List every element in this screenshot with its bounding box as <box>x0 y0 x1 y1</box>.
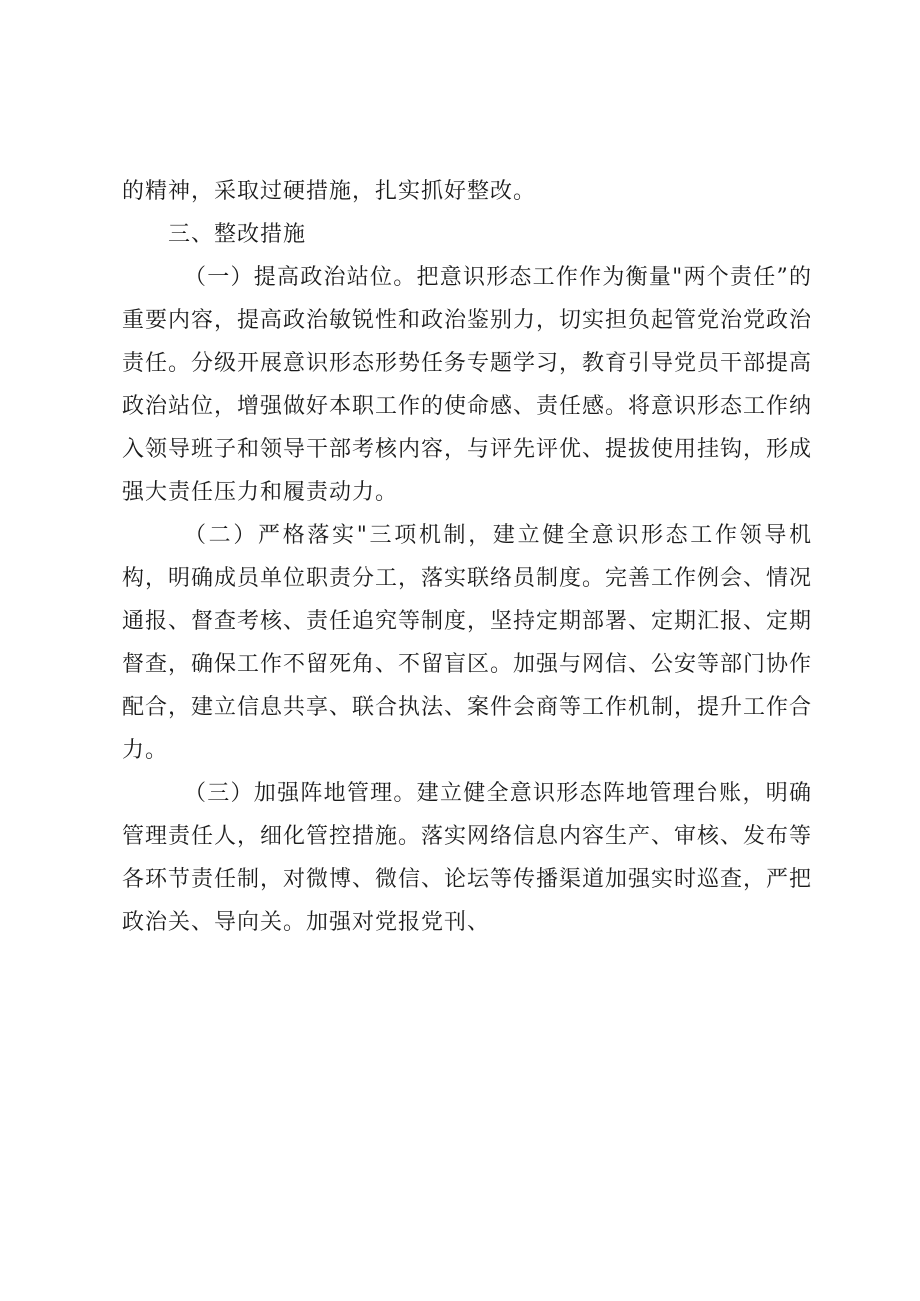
document-body <box>122 170 812 944</box>
continuation-line: 的精神，采取过硬措施，扎实抓好整改。 <box>122 179 537 204</box>
paragraph-1: （一）提高政治站位。把意识形态工作作为衡量"两个责任”的重要内容，提高政治敏锐性和政治鉴别力，切实担负起管党治党政治责任。分级开展意识形态形势任务专题学习，教育引导党员干部提高政治站位，增强做好本职工作的使命感、责任感。将意识形态工作纳入领导班子和领导干部考核内容，与评先评优、提拔使用挂钩，形成强大责任压力和履责动力。 <box>122 265 813 505</box>
section-heading: 三、整改措施 <box>168 222 307 247</box>
paragraph-3: （三）加强阵地管理。建立健全意识形态阵地管理台账，明确管理责任人，细化管控措施。落实网络信息内容生产、审核、发布等各环节责任制，对微博、微信、论坛等传播渠道加强实时巡查，严把政治关、导向关。加强对党报党刊、 <box>122 781 813 935</box>
paragraph-2: （二）严格落实"三项机制，建立健全意识形态工作领导机构，明确成员单位职责分工，落实联络员制度。完善工作例会、情况通报、督查考核、责任追究等制度，坚持定期部署、定期汇报、定期督查，确保工作不留死角、不留盲区。加强与网信、公安等部门协作配合，建立信息共享、联合执法、案件会商等工作机制，提升工作合力。 <box>122 523 813 763</box>
